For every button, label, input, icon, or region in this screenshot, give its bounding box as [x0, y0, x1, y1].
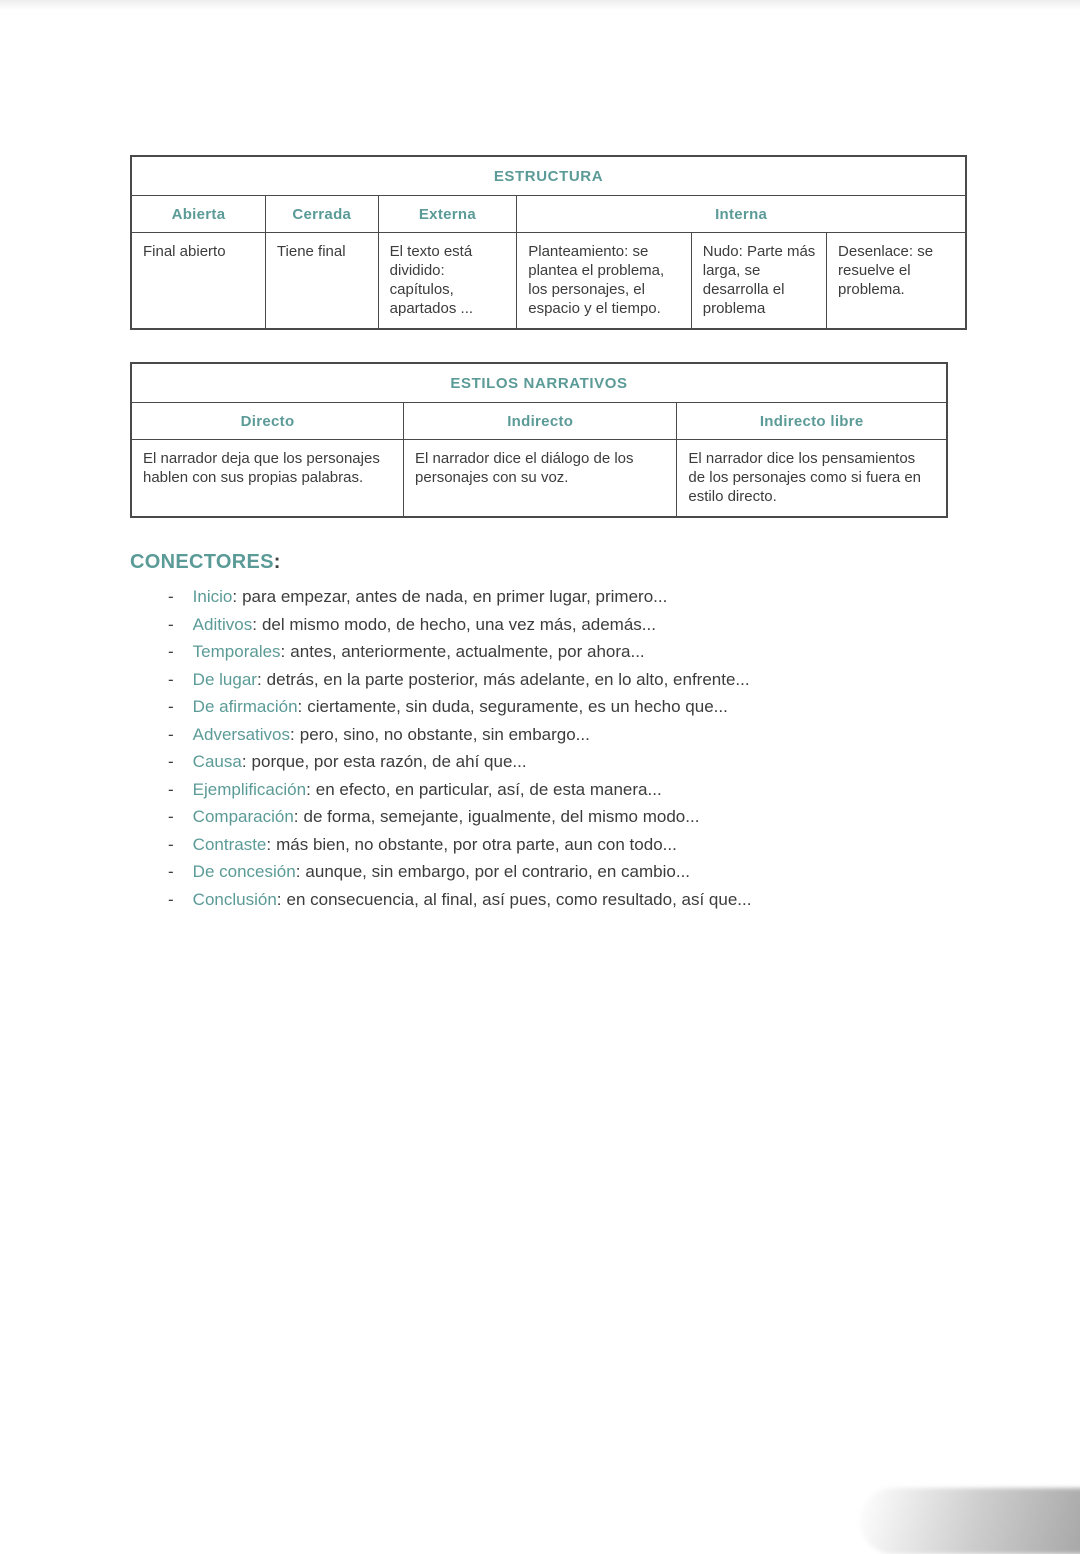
connectors-heading [130, 550, 970, 574]
connector-definition: detrás, en la parte posterior, más adelante, en lo alto, enfrente... [266, 669, 750, 689]
connector-item-de-lugar [168, 666, 970, 694]
estructura-table [130, 155, 967, 330]
colon-separator: : [252, 614, 257, 634]
connector-definition: en consecuencia, al final, así pues, como resultado, así que... [286, 889, 752, 909]
dash-bullet: - [168, 752, 174, 771]
dash-bullet: - [168, 614, 174, 634]
estilos-cell-indirecto-libre: El narrador dice los pensamientos de los personajes como si fuera en estilo directo. [677, 440, 947, 518]
connector-definition: pero, sino, no obstante, sin embargo... [299, 724, 590, 744]
dash-bullet: - [168, 669, 174, 689]
connector-term: Contraste [192, 834, 267, 854]
dash-bullet: - [168, 642, 174, 661]
page-top-edge-shadow [0, 0, 1080, 10]
colon-separator: : [306, 779, 311, 799]
connector-term: Ejemplificación [192, 779, 307, 799]
dash-bullet: - [168, 807, 174, 826]
connector-term: Causa [192, 752, 242, 771]
connectors-heading-text: CONECTORES [130, 551, 274, 573]
connector-definition: del mismo modo, de hecho, una vez más, además... [261, 614, 656, 634]
connector-item-comparacion [168, 803, 970, 831]
estructura-cell-cerrada: Tiene final [265, 233, 378, 330]
connector-term: Adversativos [192, 724, 290, 744]
dash-bullet: - [168, 587, 174, 606]
estilos-header-indirecto-libre: Indirecto libre [677, 403, 947, 440]
connector-term: De lugar [192, 669, 257, 689]
colon-separator: : [297, 697, 303, 716]
document-page [130, 155, 970, 913]
connector-definition: de forma, semejante, igualmente, del mismo modo... [303, 807, 700, 826]
estructura-cell-desenlace: Desenlace: se resuelve el problema. [827, 233, 966, 330]
connector-term: Comparación [192, 807, 294, 826]
estilos-header-directo: Directo [131, 403, 404, 440]
connector-item-ejemplificacion [168, 776, 970, 804]
colon-separator: : [280, 642, 286, 661]
connector-term: Inicio [192, 587, 233, 606]
dash-bullet: - [168, 724, 174, 744]
estructura-header-interna: Interna [517, 196, 966, 233]
colon-separator: : [256, 669, 262, 689]
connector-definition: aunque, sin embargo, por el contrario, en cambio... [305, 862, 691, 881]
connector-term: De concesión [192, 862, 296, 881]
colon-separator: : [266, 834, 272, 854]
colon-separator: : [232, 587, 238, 606]
connector-term: Aditivos [192, 614, 253, 634]
estilos-title: ESTILOS NARRATIVOS [131, 363, 947, 403]
estructura-cell-externa: El texto está dividido: capítulos, apartados ... [378, 233, 517, 330]
connector-term: Temporales [192, 642, 281, 661]
dash-bullet: - [168, 834, 174, 854]
estructura-header-cerrada: Cerrada [265, 196, 378, 233]
estructura-title: ESTRUCTURA [131, 156, 966, 196]
connector-item-de-afirmacion [168, 693, 970, 721]
connector-definition: porque, por esta razón, de ahí que... [251, 752, 527, 771]
colon-separator: : [293, 807, 299, 826]
page-corner-shadow [860, 1488, 1080, 1554]
connector-definition: más bien, no obstante, por otra parte, aun con todo... [276, 834, 677, 854]
estructura-cell-nudo: Nudo: Parte más larga, se desarrolla el problema [691, 233, 826, 330]
estructura-cell-abierta: Final abierto [131, 233, 265, 330]
dash-bullet: - [168, 862, 174, 881]
connector-item-inicio [168, 583, 970, 611]
estructura-header-abierta: Abierta [131, 196, 265, 233]
estructura-header-externa: Externa [378, 196, 517, 233]
connectors-heading-colon: : [273, 551, 281, 573]
connector-term: De afirmación [192, 697, 298, 716]
colon-separator: : [295, 862, 301, 881]
estilos-header-indirecto: Indirecto [404, 403, 677, 440]
connectors-list [130, 583, 970, 913]
estilos-narrativos-table [130, 362, 948, 518]
connector-item-de-concesion [168, 858, 970, 886]
dash-bullet: - [168, 697, 174, 716]
connector-item-conclusion [168, 886, 970, 914]
connector-item-contraste [168, 831, 970, 859]
colon-separator: : [290, 724, 295, 744]
estilos-cell-indirecto: El narrador dice el diálogo de los personajes con su voz. [404, 440, 677, 518]
connector-definition: ciertamente, sin duda, seguramente, es un hecho que... [307, 697, 728, 716]
connector-definition: para empezar, antes de nada, en primer lugar, primero... [242, 587, 668, 606]
estructura-cell-planteamiento: Planteamiento: se plantea el problema, los personajes, el espacio y el tiempo. [517, 233, 692, 330]
connector-item-adversativos [168, 721, 970, 749]
colon-separator: : [276, 889, 282, 909]
connector-definition: en efecto, en particular, así, de esta manera... [315, 779, 662, 799]
dash-bullet: - [168, 889, 174, 909]
connectors-section [130, 550, 970, 913]
connector-term: Conclusión [192, 889, 277, 909]
estilos-cell-directo: El narrador deja que los personajes hablen con sus propias palabras. [131, 440, 404, 518]
dash-bullet: - [168, 779, 174, 799]
colon-separator: : [241, 752, 247, 771]
connector-item-temporales [168, 638, 970, 666]
connector-item-causa [168, 748, 970, 776]
connector-item-aditivos [168, 611, 970, 639]
connector-definition: antes, anteriormente, actualmente, por ahora... [290, 642, 645, 661]
